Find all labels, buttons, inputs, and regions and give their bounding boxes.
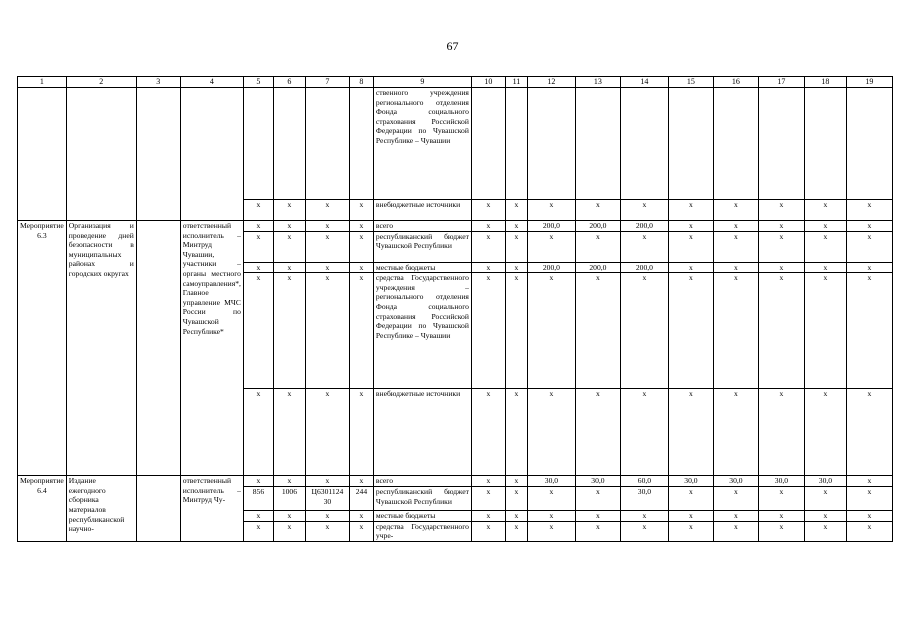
empty-cell — [471, 88, 505, 200]
funding-source: местные бюджеты — [373, 262, 471, 273]
code-cell: x — [243, 389, 273, 476]
value-cell: x — [846, 200, 892, 221]
value-cell: 200,0 — [620, 221, 668, 232]
empty-cell — [136, 200, 180, 221]
value-cell: 200,0 — [575, 221, 620, 232]
value-cell: x — [713, 511, 758, 522]
code-cell: x — [305, 273, 349, 389]
value-cell: x — [505, 511, 527, 522]
value-cell: x — [668, 521, 713, 541]
empty-cell — [668, 88, 713, 200]
code-cell: x — [243, 262, 273, 273]
column-number-10: 10 — [471, 77, 505, 88]
continuation-row — [18, 200, 893, 221]
value-cell: x — [713, 487, 758, 511]
value-cell: x — [527, 389, 575, 476]
value-cell: x — [471, 476, 505, 487]
empty-cell — [505, 88, 527, 200]
code-cell: x — [273, 476, 305, 487]
code-cell: x — [305, 221, 349, 232]
responsible-executor: ответственный исполнитель – Минтруд Чувашии, участники – органы местного самоуправления*, Главное управление МЧС России по Чувашской Республике* — [180, 221, 243, 476]
value-cell: x — [471, 231, 505, 262]
code-cell: x — [273, 521, 305, 541]
value-cell: 200,0 — [527, 221, 575, 232]
value-cell: x — [471, 200, 505, 221]
continuation-row — [18, 88, 893, 200]
code-cell: x — [273, 231, 305, 262]
value-cell: x — [620, 231, 668, 262]
value-cell: x — [713, 200, 758, 221]
code-cell: x — [243, 476, 273, 487]
value-cell: x — [846, 389, 892, 476]
value-cell: x — [804, 262, 846, 273]
value-cell: x — [713, 231, 758, 262]
value-cell: x — [758, 221, 804, 232]
empty-cell — [305, 88, 349, 200]
code-cell: x — [273, 262, 305, 273]
code-cell: x — [349, 231, 373, 262]
value-cell: x — [471, 221, 505, 232]
measure-label: Мероприятие 6.3 — [18, 221, 67, 476]
value-cell: 200,0 — [620, 262, 668, 273]
code-cell: Ц6301124 30 — [305, 487, 349, 511]
column-number-17: 17 — [758, 77, 804, 88]
funding-source: внебюджетные источники — [373, 200, 471, 221]
empty-cell — [349, 88, 373, 200]
code-cell: x — [243, 200, 273, 221]
value-cell: x — [527, 273, 575, 389]
column-number-16: 16 — [713, 77, 758, 88]
value-cell: x — [804, 511, 846, 522]
value-cell: x — [527, 200, 575, 221]
code-cell: x — [349, 389, 373, 476]
value-cell: x — [505, 273, 527, 389]
column-number-14: 14 — [620, 77, 668, 88]
value-cell: x — [758, 262, 804, 273]
funding-source: республиканский бюджет Чувашской Республики — [373, 487, 471, 511]
code-cell: x — [349, 511, 373, 522]
code-cell: x — [305, 511, 349, 522]
value-cell: x — [668, 511, 713, 522]
code-cell: x — [305, 389, 349, 476]
value-cell: x — [804, 273, 846, 389]
value-cell: x — [846, 262, 892, 273]
value-cell: x — [505, 521, 527, 541]
value-cell: x — [846, 521, 892, 541]
code-cell: x — [273, 200, 305, 221]
value-cell: x — [471, 487, 505, 511]
value-cell: x — [846, 487, 892, 511]
column-number-8: 8 — [349, 77, 373, 88]
code-cell: x — [349, 200, 373, 221]
value-cell: x — [713, 262, 758, 273]
empty-cell — [180, 88, 243, 200]
column-number-5: 5 — [243, 77, 273, 88]
empty-cell — [243, 88, 273, 200]
empty-cell — [180, 200, 243, 221]
column-number-18: 18 — [804, 77, 846, 88]
value-cell: x — [471, 262, 505, 273]
column-number-19: 19 — [846, 77, 892, 88]
value-cell: x — [668, 262, 713, 273]
empty-cell — [136, 476, 180, 542]
empty-cell — [758, 88, 804, 200]
value-cell: x — [668, 273, 713, 389]
value-cell: x — [758, 521, 804, 541]
budget-table — [17, 76, 893, 542]
value-cell: x — [471, 389, 505, 476]
value-cell: x — [620, 521, 668, 541]
code-cell: x — [273, 511, 305, 522]
value-cell: 30,0 — [758, 476, 804, 487]
value-cell: x — [575, 200, 620, 221]
value-cell: x — [713, 221, 758, 232]
value-cell: 30,0 — [527, 476, 575, 487]
page-number: 67 — [446, 39, 459, 53]
empty-cell — [804, 88, 846, 200]
value-cell: x — [713, 389, 758, 476]
empty-cell — [66, 88, 136, 200]
column-number-15: 15 — [668, 77, 713, 88]
code-cell: x — [349, 476, 373, 487]
code-cell: x — [349, 273, 373, 389]
code-cell: 1006 — [273, 487, 305, 511]
column-number-12: 12 — [527, 77, 575, 88]
column-number-6: 6 — [273, 77, 305, 88]
value-cell: x — [505, 221, 527, 232]
value-cell: x — [505, 231, 527, 262]
value-cell: x — [505, 487, 527, 511]
measure-title: Организация и проведение дней безопасности в муниципальных районах и городских округах — [66, 221, 136, 476]
measure-title: Издание ежегодного сборника материалов республиканской научно- — [66, 476, 136, 542]
value-cell: 200,0 — [527, 262, 575, 273]
responsible-executor: ответственный исполнитель – Минтруд Чу- — [180, 476, 243, 542]
value-cell: x — [527, 521, 575, 541]
funding-source: всего — [373, 221, 471, 232]
column-number-4: 4 — [180, 77, 243, 88]
value-cell: 30,0 — [713, 476, 758, 487]
value-cell: x — [804, 221, 846, 232]
value-cell: x — [620, 511, 668, 522]
value-cell: x — [804, 389, 846, 476]
code-cell: x — [305, 231, 349, 262]
value-cell: x — [620, 273, 668, 389]
empty-cell — [18, 200, 67, 221]
value-cell: x — [804, 231, 846, 262]
column-number-3: 3 — [136, 77, 180, 88]
value-cell: x — [668, 389, 713, 476]
code-cell: x — [349, 221, 373, 232]
value-cell: x — [505, 389, 527, 476]
value-cell: x — [471, 511, 505, 522]
empty-cell — [620, 88, 668, 200]
value-cell: 60,0 — [620, 476, 668, 487]
value-cell: x — [527, 487, 575, 511]
column-number-row — [18, 77, 893, 88]
measure-label: Мероприятие 6.4 — [18, 476, 67, 542]
empty-cell — [136, 221, 180, 476]
empty-cell — [18, 88, 67, 200]
empty-cell — [66, 200, 136, 221]
funding-source: ственного учреждения регионального отделения Фонда социального страхования Российской Федерации по Чувашской Республике – Чувашии — [373, 88, 471, 200]
value-cell: x — [575, 273, 620, 389]
value-cell: x — [758, 511, 804, 522]
empty-cell — [273, 88, 305, 200]
value-cell: x — [505, 262, 527, 273]
value-cell: x — [505, 476, 527, 487]
value-cell: x — [471, 521, 505, 541]
funding-source: республиканский бюджет Чувашской Республики — [373, 231, 471, 262]
value-cell: x — [505, 200, 527, 221]
value-cell: x — [575, 231, 620, 262]
value-cell: x — [846, 476, 892, 487]
column-number-11: 11 — [505, 77, 527, 88]
value-cell: x — [758, 231, 804, 262]
value-cell: 30,0 — [620, 487, 668, 511]
funding-source: всего — [373, 476, 471, 487]
measure-row — [18, 476, 893, 487]
empty-cell — [846, 88, 892, 200]
empty-cell — [136, 88, 180, 200]
value-cell: x — [758, 273, 804, 389]
value-cell: x — [713, 273, 758, 389]
code-cell: x — [243, 521, 273, 541]
empty-cell — [527, 88, 575, 200]
value-cell: x — [804, 200, 846, 221]
code-cell: x — [305, 521, 349, 541]
value-cell: x — [758, 200, 804, 221]
value-cell: x — [620, 200, 668, 221]
value-cell: 30,0 — [575, 476, 620, 487]
value-cell: x — [668, 200, 713, 221]
code-cell: x — [243, 231, 273, 262]
column-number-13: 13 — [575, 77, 620, 88]
value-cell: x — [846, 511, 892, 522]
value-cell: x — [668, 231, 713, 262]
column-number-9: 9 — [373, 77, 471, 88]
code-cell: 856 — [243, 487, 273, 511]
code-cell: x — [243, 511, 273, 522]
value-cell: x — [575, 511, 620, 522]
empty-cell — [713, 88, 758, 200]
value-cell: x — [668, 487, 713, 511]
code-cell: 244 — [349, 487, 373, 511]
empty-cell — [575, 88, 620, 200]
code-cell: x — [273, 273, 305, 389]
column-number-2: 2 — [66, 77, 136, 88]
value-cell: x — [527, 231, 575, 262]
value-cell: x — [804, 487, 846, 511]
code-cell: x — [305, 476, 349, 487]
value-cell: x — [758, 487, 804, 511]
value-cell: 30,0 — [804, 476, 846, 487]
value-cell: x — [713, 521, 758, 541]
value-cell: x — [575, 521, 620, 541]
code-cell: x — [305, 262, 349, 273]
column-number-7: 7 — [305, 77, 349, 88]
code-cell: x — [243, 221, 273, 232]
value-cell: 200,0 — [575, 262, 620, 273]
value-cell: x — [527, 511, 575, 522]
value-cell: x — [575, 487, 620, 511]
funding-source: внебюджетные источники — [373, 389, 471, 476]
funding-source: средства Государственного учре- — [373, 521, 471, 541]
value-cell: x — [846, 231, 892, 262]
code-cell: x — [273, 389, 305, 476]
funding-source: местные бюджеты — [373, 511, 471, 522]
measure-row — [18, 221, 893, 232]
value-cell: x — [758, 389, 804, 476]
code-cell: x — [243, 273, 273, 389]
column-number-1: 1 — [18, 77, 67, 88]
code-cell: x — [273, 221, 305, 232]
code-cell: x — [349, 521, 373, 541]
code-cell: x — [349, 262, 373, 273]
value-cell: x — [620, 389, 668, 476]
code-cell: x — [305, 200, 349, 221]
value-cell: x — [846, 221, 892, 232]
value-cell: x — [471, 273, 505, 389]
value-cell: 30,0 — [668, 476, 713, 487]
funding-source: средства Государственного учреждения – регионального отделения Фонда социального страхования Российской Федерации по Чувашской Республике – Чувашии — [373, 273, 471, 389]
value-cell: x — [575, 389, 620, 476]
value-cell: x — [804, 521, 846, 541]
value-cell: x — [846, 273, 892, 389]
value-cell: x — [668, 221, 713, 232]
